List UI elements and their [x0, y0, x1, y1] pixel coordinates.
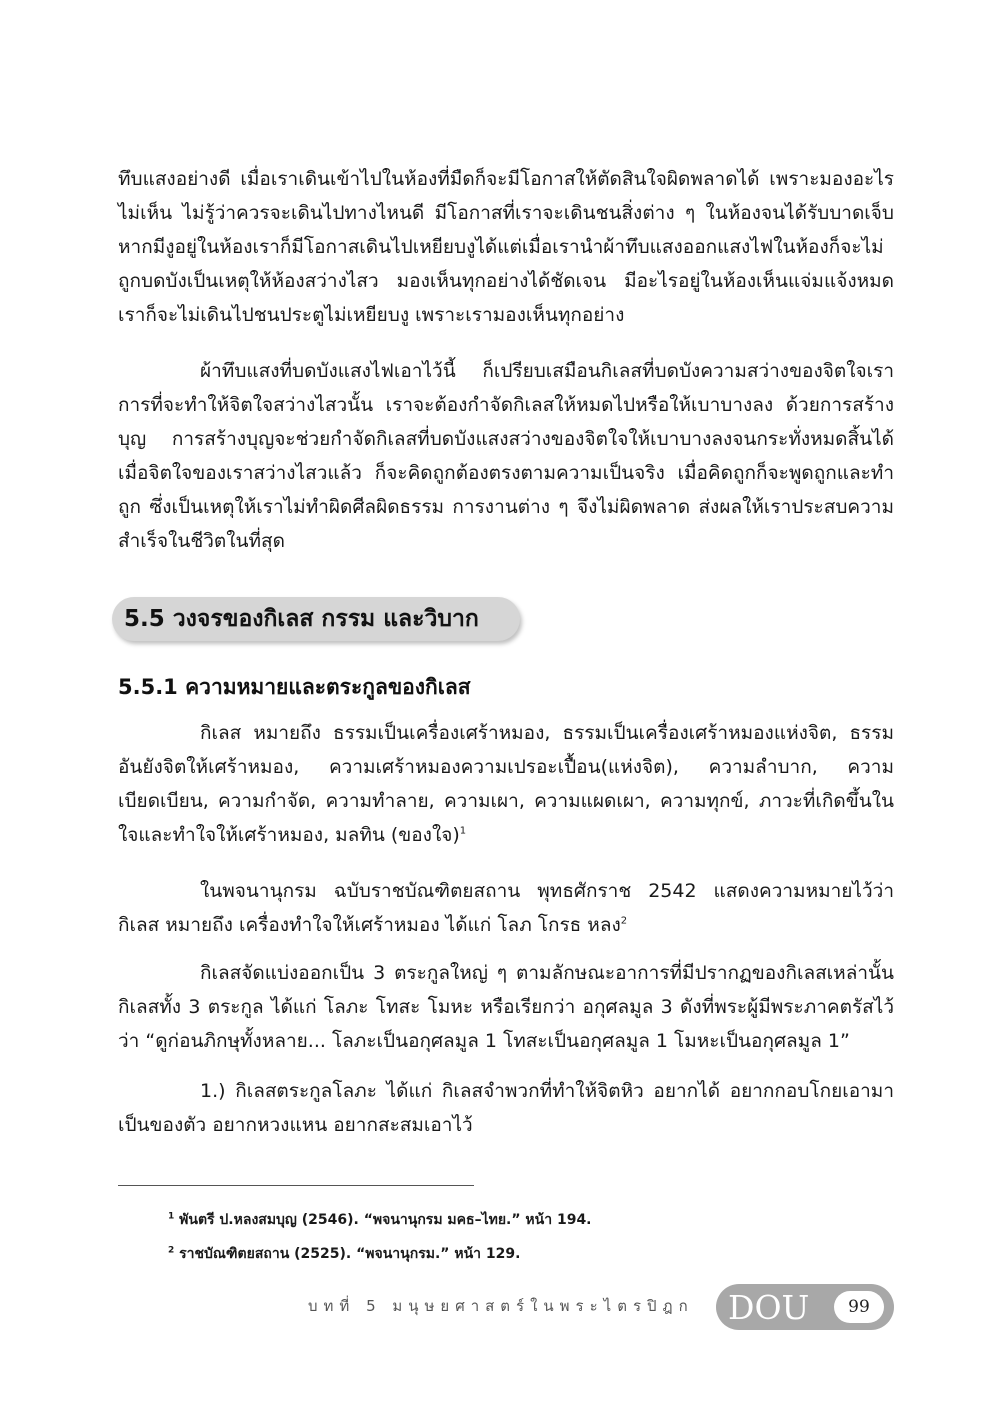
subsection-title: 5.5.1 ความหมายและตระกูลของกิเลส — [118, 675, 471, 699]
section-title: 5.5 วงจรของกิเลส กรรม และวิบาก — [124, 606, 479, 632]
footnote-2-text: ราชบัณฑิตยสถาน (2525). “พจนานุกรม.” หน้า 129. — [179, 1246, 521, 1262]
footnote-ref-1: 1 — [459, 825, 467, 837]
section-paragraph-3: กิเลสจัดแบ่งออกเป็น 3 ตระกูลใหญ่ ๆ ตามลักษณะอาการที่มีปรากฏของกิเลสเหล่านั้น กิเลสทั้ง 3 ตระกูล ได้แก่ โลภะ โทสะ โมหะ หรือเรียกว่า อกุศลมูล 3 ดังที่พระผู้มีพระภาคตรัสไว้ว่า “ดูก่อนภิกษุทั้งหลาย... โลภะเป็นอกุศลมูล 1 โทสะเป็นอกุศลมูล 1 โมหะเป็นอกุศลมูล 1” — [118, 962, 894, 1052]
footnote-2-number: 2 — [168, 1245, 175, 1256]
footnote-divider — [118, 1185, 474, 1186]
section-paragraph-1-text: กิเลส หมายถึง ธรรมเป็นเครื่องเศร้าหมอง, ธรรมเป็นเครื่องเศร้าหมองแห่งจิต, ธรรมอันยังจิตให้เศร้าหมอง, ความเศร้าหมองความเปรอะเปื้อน(แห่งจิต), ความลำบาก, ความเบียดเบียน, ความกำจัด, ความทำลาย, ความเผา, ความแผดเผา, ความทุกข์, ภาวะที่เกิดขึ้นในใจและทำใจให้เศร้าหมอง, มลทิน (ของใจ) — [118, 722, 894, 846]
running-title: บทที่ 5 มนุษยศาสตร์ในพระไตรปิฎก — [308, 1297, 694, 1315]
body-paragraph-1: ทึบแสงอย่างดี เมื่อเราเดินเข้าไปในห้องที่มืดก็จะมีโอกาสให้ตัดสินใจผิดพลาดได้ เพราะมองอะไรไม่เห็น ไม่รู้ว่าควรจะเดินไปทางไหนดี มีโอกาสที่เราจะเดินชนสิ่งต่าง ๆ ในห้องจนได้รับบาดเจ็บ หากมีงูอยู่ในห้องเราก็มีโอกาสเดินไปเหยียบงูได้แต่เมื่อเรานำผ้าทึบแสงออกแสงไฟในห้องก็จะไม่ถูกบดบังเป็นเหตุให้ห้องสว่างไสว มองเห็นทุกอย่างได้ชัดเจน มีอะไรอยู่ในห้องเห็นแจ่มแจ้งหมด เราก็จะไม่เดินไปชนประตูไม่เหยียบงู เพราะเรามองเห็นทุกอย่าง — [118, 168, 894, 326]
section-paragraph-1 — [118, 716, 894, 852]
footnote-1 — [168, 1210, 592, 1230]
section-paragraph-4: 1.) กิเลสตระกูลโลภะ ได้แก่ กิเลสจำพวกที่ทำให้จิตหิว อยากได้ อยากกอบโกยเอามาเป็นของตัว อยากหวงแหน อยากสะสมเอาไว้ — [118, 1080, 894, 1136]
footnote-ref-2: 2 — [620, 915, 628, 927]
body-paragraph-2: ผ้าทึบแสงที่บดบังแสงไฟเอาไว้นี้ ก็เปรียบเสมือนกิเลสที่บดบังความสว่างของจิตใจเรา การที่จะทำให้จิตใจสว่างไสวนั้น เราจะต้องกำจัดกิเลสให้หมดไปหรือให้เบาบางลง ด้วยการสร้างบุญ การสร้างบุญจะช่วยกำจัดกิเลสที่บดบังแสงสว่างของจิตใจให้เบาบางลงจนกระทั่งหมดสิ้นได้ เมื่อจิตใจของเราสว่างไสวแล้ว ก็จะคิดถูกต้องตรงตามความเป็นจริง เมื่อคิดถูกก็จะพูดถูกและทำถูก ซึ่งเป็นเหตุให้เราไม่ทำผิดศีลผิดธรรม การงานต่าง ๆ จึงไม่ผิดพลาด ส่งผลให้เราประสบความสำเร็จในชีวิตในที่สุด — [118, 360, 894, 552]
footnote-1-text: พันตรี ป.หลงสมบุญ (2546). “พจนานุกรม มคธ–ไทย.” หน้า 194. — [179, 1212, 592, 1228]
section-paragraph-2 — [118, 874, 894, 942]
footnote-1-number: 1 — [168, 1211, 175, 1222]
footnote-2 — [168, 1244, 520, 1264]
page-number: 99 — [834, 1291, 884, 1323]
section-paragraph-2-text: ในพจนานุกรม ฉบับราชบัณฑิตยสถาน พุทธศักราช 2542 แสดงความหมายไว้ว่า กิเลส หมายถึง เครื่องทำใจให้เศร้าหมอง ได้แก่ โลภ โกรธ หลง — [118, 880, 894, 936]
brand-logo-text: DOU — [728, 1288, 810, 1327]
